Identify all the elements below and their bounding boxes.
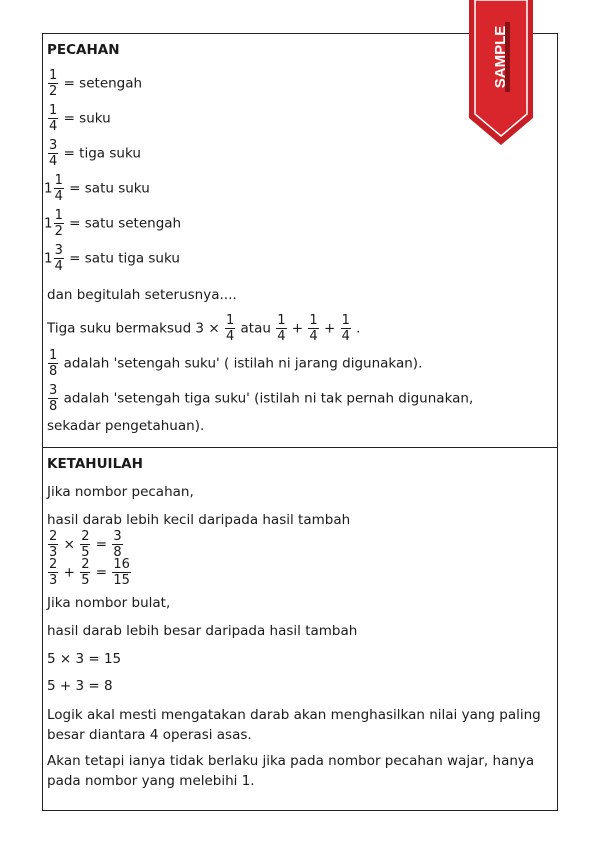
fraction: $\frac{2}{3}$ <box>49 557 58 588</box>
fraction: $\frac{1}{4}$ <box>309 313 318 344</box>
fraction: $\frac{1}{2}$ <box>54 208 63 239</box>
definition-quarter: $\frac{1}{4}$ = suku <box>49 103 111 134</box>
continuation-text: dan begitulah seterusnya.... <box>47 287 237 303</box>
fraction: $\frac{1}{4}$ <box>341 313 350 344</box>
exception-paragraph: Akan tetapi ianya tidak berlaku jika pada nombor pecahan wajar, hanya pada nombor yang melebihi 1. <box>47 753 535 789</box>
integer-add-example: 5 + 3 = 8 <box>47 678 113 694</box>
fraction: $\frac{1}{8}$ <box>49 348 58 379</box>
definition-half: $\frac{1}{2}$ = setengah <box>49 68 143 99</box>
fraction: $\frac{1}{4}$ <box>49 103 58 134</box>
fraction: $\frac{16}{15}$ <box>113 557 130 588</box>
integer-intro: Jika nombor bulat, <box>47 595 171 611</box>
fraction: $\frac{3}{4}$ <box>49 138 58 169</box>
logic-paragraph: Logik akal mesti mengatakan darab akan menghasilkan nilai yang paling besar diantara 4 operasi asas. <box>47 707 541 743</box>
ketahuilah-heading: KETAHUILAH <box>47 456 143 472</box>
fraction: $\frac{1}{4}$ <box>54 173 63 204</box>
page-box <box>42 33 558 811</box>
sample-badge <box>469 0 533 145</box>
three-eighths-line-2: sekadar pengetahuan). <box>47 418 205 434</box>
fraction: $\frac{2}{3}$ <box>49 529 58 560</box>
fraction: $\frac{1}{4}$ <box>277 313 286 344</box>
fraction-rule: hasil darab lebih kecil daripada hasil tambah <box>47 512 351 528</box>
fraction: $\frac{2}{5}$ <box>81 557 90 588</box>
definition-three-quarters: $\frac{3}{4}$ = tiga suku <box>49 138 141 169</box>
integer-mult-example: 5 × 3 = 15 <box>47 651 122 667</box>
definition-one-quarter: 1 $\frac{1}{4}$ = satu suku <box>44 173 150 204</box>
fraction: $\frac{3}{8}$ <box>113 529 122 560</box>
fraction: $\frac{3}{4}$ <box>54 243 63 274</box>
three-eighths-line: $\frac{3}{8}$ adalah 'setengah tiga suku' (istilah ni tak pernah digunakan, <box>49 383 474 414</box>
section-divider <box>43 447 557 448</box>
fraction: $\frac{1}{2}$ <box>49 68 58 99</box>
pecahan-heading: PECAHAN <box>47 42 120 58</box>
definition-one-three-quarters: 1 $\frac{3}{4}$ = satu tiga suku <box>44 243 180 274</box>
sample-badge-text: SAMPLE <box>491 25 509 89</box>
integer-rule: hasil darab lebih besar daripada hasil tambah <box>47 623 358 639</box>
fraction-add-example: $\frac{2}{3}$ + $\frac{2}{5}$ = $\frac{16}{15}$ <box>49 557 130 588</box>
definition-one-half: 1 $\frac{1}{2}$ = satu setengah <box>44 208 182 239</box>
fraction: $\frac{1}{4}$ <box>225 313 235 344</box>
fraction-intro: Jika nombor pecahan, <box>47 484 194 500</box>
fraction: $\frac{3}{8}$ <box>49 383 58 414</box>
eighth-line: $\frac{1}{8}$ adalah 'setengah suku' ( istilah ni jarang digunakan). <box>49 348 423 379</box>
fraction-mult-example: $\frac{2}{3}$ × $\frac{2}{5}$ = $\frac{3}{8}$ <box>49 529 122 560</box>
tiga-suku-line: Tiga suku bermaksud 3 × $\frac{1}{4}$ atau $\frac{1}{4}$ + $\frac{1}{4}$ + $\frac{1}{4}$ . <box>47 313 361 344</box>
fraction: $\frac{2}{5}$ <box>81 529 90 560</box>
